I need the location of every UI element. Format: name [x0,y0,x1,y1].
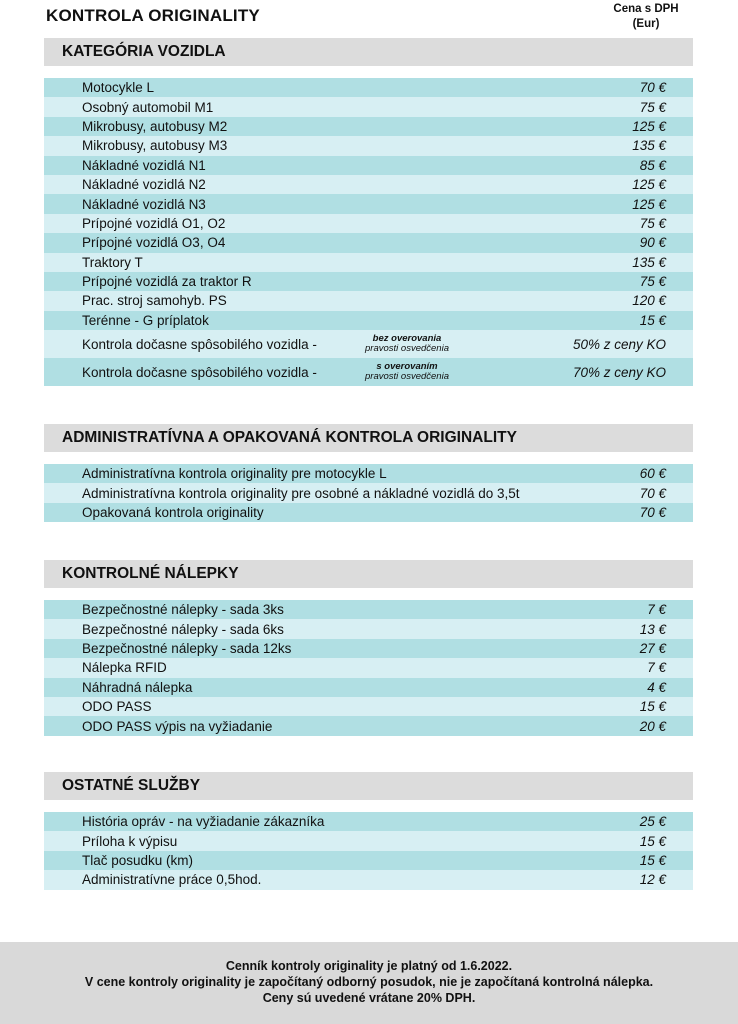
row-label: Prípojné vozidlá za traktor R [82,274,252,290]
price-row-temporary-vehicle [44,330,693,358]
price-row [44,483,693,502]
row-label: Prípojné vozidlá O3, O4 [82,235,226,251]
price-row [44,812,693,831]
row-label: ODO PASS [82,699,152,715]
price-row [44,716,693,735]
price-header-line-1: Cena s DPH [613,3,679,15]
section-heading: KATEGÓRIA VOZIDLA [44,38,693,66]
row-label: Bezpečnostné nálepky - sada 6ks [82,621,284,637]
row-price: 50% z ceny KO [572,336,666,352]
price-row [44,291,693,310]
row-label: Kontrola dočasne spôsobilého vozidla - [82,364,317,380]
row-label: Kontrola dočasne spôsobilého vozidla - [82,336,317,352]
row-price: 15 € [639,833,666,849]
row-label: ODO PASS výpis na vyžiadanie [82,718,273,734]
price-row [44,253,693,272]
row-price: 7 € [647,660,666,676]
price-row [44,639,693,658]
row-price: 60 € [639,466,666,482]
row-label: História opráv - na vyžiadanie zákazníka [82,814,325,830]
row-price: 12 € [639,872,666,888]
price-list [44,78,693,386]
row-label: Bezpečnostné nálepky - sada 12ks [82,640,292,656]
row-note [352,362,462,382]
row-label: Mikrobusy, autobusy M3 [82,138,228,154]
price-row [44,831,693,850]
row-price: 135 € [632,138,666,154]
row-price: 125 € [632,118,666,134]
row-label: Bezpečnostné nálepky - sada 3ks [82,602,284,618]
row-price: 7 € [647,602,666,618]
section-vehicle-category [44,38,693,386]
row-note-line-1: bez overovania [372,333,442,345]
price-row [44,214,693,233]
price-row [44,97,693,116]
section-administrative-control [44,424,693,522]
section-heading: KONTROLNÉ NÁLEPKY [44,560,693,588]
row-label: Administratívne práce 0,5hod. [82,872,262,888]
row-price: 27 € [639,640,666,656]
row-price: 125 € [632,177,666,193]
row-label: Príloha k výpisu [82,833,178,849]
row-label: Traktory T [82,254,143,270]
section-other-services [44,772,693,890]
row-label: Motocykle L [82,80,155,96]
row-price: 4 € [647,679,666,695]
row-note-line-1: s overovaním [376,361,438,373]
page-title: KONTROLA ORIGINALITY [46,6,260,25]
row-price: 15 € [639,312,666,328]
price-row [44,272,693,291]
section-heading: OSTATNÉ SLUŽBY [44,772,693,800]
footer-line-2: V cene kontroly originality je započítaný odborný posudok, nie je započítaná kontrolná nálepka. [84,975,654,989]
row-label: Náhradná nálepka [82,679,193,695]
price-row [44,697,693,716]
section-control-stickers [44,560,693,736]
price-row [44,678,693,697]
price-row [44,156,693,175]
row-label: Osobný automobil M1 [82,99,214,115]
row-note [352,334,462,354]
row-label: Terénne - G príplatok [82,312,209,328]
row-price: 90 € [639,235,666,251]
row-label: Nálepka RFID [82,660,167,676]
footer-line-3: Ceny sú uvedené vrátane 20% DPH. [262,991,476,1005]
row-price: 85 € [639,157,666,173]
row-label: Nákladné vozidlá N1 [82,157,206,173]
row-label: Tlač posudku (km) [82,852,194,868]
row-price: 135 € [632,254,666,270]
price-row [44,619,693,638]
price-row [44,658,693,677]
row-label: Opakovaná kontrola originality [82,504,264,520]
price-row [44,194,693,213]
price-row [44,311,693,330]
row-price: 15 € [639,699,666,715]
price-row [44,136,693,155]
price-row [44,233,693,252]
row-price: 70 € [639,485,666,501]
price-column-header [596,2,696,32]
row-price: 13 € [639,621,666,637]
price-list [44,812,693,890]
row-label: Mikrobusy, autobusy M2 [82,118,228,134]
row-note-line-2: pravosti osvedčenia [365,371,449,383]
price-row [44,600,693,619]
row-price: 70 € [639,80,666,96]
price-row [44,117,693,136]
row-label: Administratívna kontrola originality pre osobné a nákladné vozidlá do 3,5t [82,485,520,501]
price-header-line-2: (Eur) [632,18,660,30]
row-label: Prípojné vozidlá O1, O2 [82,215,226,231]
footer-line-1: Cenník kontroly originality je platný od 1.6.2022. [225,959,513,973]
price-list [44,600,693,736]
row-price: 15 € [639,852,666,868]
price-row [44,870,693,889]
price-row [44,464,693,483]
row-price: 75 € [639,99,666,115]
row-price: 20 € [639,718,666,734]
row-label: Administratívna kontrola originality pre motocykle L [82,466,387,482]
row-price: 25 € [639,814,666,830]
row-price: 75 € [639,274,666,290]
row-label: Prac. stroj samohyb. PS [82,293,227,309]
row-label: Nákladné vozidlá N2 [82,177,206,193]
row-note-line-2: pravosti osvedčenia [365,343,449,355]
price-row-temporary-vehicle [44,358,693,386]
price-list [44,464,693,522]
row-price: 70% z ceny KO [572,364,666,380]
footer-note [0,942,738,1024]
price-row [44,851,693,870]
row-price: 125 € [632,196,666,212]
row-price: 120 € [632,293,666,309]
price-row [44,78,693,97]
row-price: 75 € [639,215,666,231]
section-heading: ADMINISTRATÍVNA A OPAKOVANÁ KONTROLA ORIGINALITY [44,424,693,452]
row-label: Nákladné vozidlá N3 [82,196,206,212]
price-row [44,503,693,522]
price-row [44,175,693,194]
row-price: 70 € [639,504,666,520]
